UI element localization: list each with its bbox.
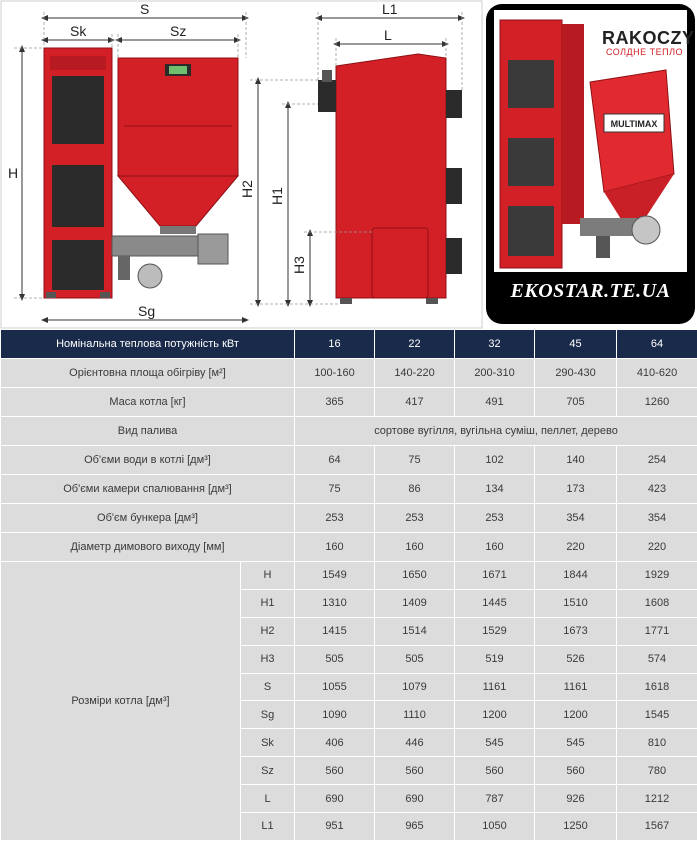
product-photo: [494, 10, 695, 272]
dim-label-s: S: [140, 1, 150, 17]
cell: 1844: [535, 562, 617, 590]
cell: 1549: [295, 562, 375, 590]
specifications-table: [0, 329, 697, 841]
dimension-key: Sz: [241, 757, 295, 785]
cell: 160: [455, 533, 535, 562]
table-row: [1, 388, 697, 417]
header-power: 32: [455, 330, 535, 359]
product-label: MULTIMAX: [610, 119, 658, 129]
cell: 1200: [455, 701, 535, 729]
cell: 1608: [617, 589, 697, 617]
cell: 220: [535, 533, 617, 562]
cell: 1212: [617, 785, 697, 813]
cell: 160: [295, 533, 375, 562]
dimension-key: L1: [241, 813, 295, 841]
cell: 560: [535, 757, 617, 785]
cell: 140-220: [375, 359, 455, 388]
cell: 160: [375, 533, 455, 562]
cell: 1929: [617, 562, 697, 590]
cell: 951: [295, 813, 375, 841]
cell: 86: [375, 475, 455, 504]
side-view: [318, 54, 462, 304]
cell: 926: [535, 785, 617, 813]
cell: 1415: [295, 617, 375, 645]
dim-label-h1: H1: [269, 187, 285, 205]
table-row: [1, 533, 697, 562]
dimension-key: H2: [241, 617, 295, 645]
dim-label-h2: H2: [239, 180, 255, 198]
cell: 1618: [617, 673, 697, 701]
cell: 1671: [455, 562, 535, 590]
table-row: [1, 446, 697, 475]
table-row: [1, 417, 697, 446]
cell: 253: [455, 504, 535, 533]
cell: 173: [535, 475, 617, 504]
dim-label-l1: L1: [382, 1, 398, 17]
cell: 446: [375, 729, 455, 757]
cell: 1250: [535, 813, 617, 841]
cell: 1200: [535, 701, 617, 729]
cell: 200-310: [455, 359, 535, 388]
cell: 965: [375, 813, 455, 841]
product-promo-card: [486, 4, 695, 324]
cell: 505: [295, 645, 375, 673]
cell: 526: [535, 645, 617, 673]
cell: 1090: [295, 701, 375, 729]
row-label: Об'єми камери спалювання [дм³]: [1, 475, 295, 504]
table-row: [1, 359, 697, 388]
cell: 253: [375, 504, 455, 533]
cell: 1445: [455, 589, 535, 617]
cell: 560: [295, 757, 375, 785]
cell: 365: [295, 388, 375, 417]
cell: 1510: [535, 589, 617, 617]
dim-label-sk: Sk: [70, 23, 87, 39]
cell: 406: [295, 729, 375, 757]
cell: 253: [295, 504, 375, 533]
header-power: 16: [295, 330, 375, 359]
cell: 505: [375, 645, 455, 673]
cell: 787: [455, 785, 535, 813]
dimensions-label: Розміри котла [дм³]: [1, 562, 241, 841]
cell: 354: [617, 504, 697, 533]
brand-logo: [602, 28, 695, 57]
cell: 545: [455, 729, 535, 757]
cell: 423: [617, 475, 697, 504]
cell: 1514: [375, 617, 455, 645]
row-label: Вид палива: [1, 417, 295, 446]
cell: 545: [535, 729, 617, 757]
cell: 1673: [535, 617, 617, 645]
cell: 1529: [455, 617, 535, 645]
cell: 780: [617, 757, 697, 785]
cell: 705: [535, 388, 617, 417]
row-label: Об'єми води в котлі [дм³]: [1, 446, 295, 475]
cell: 64: [295, 446, 375, 475]
dimension-key: Sk: [241, 729, 295, 757]
table-header-row: [1, 330, 697, 359]
cell: 75: [295, 475, 375, 504]
dimension-key: H: [241, 562, 295, 590]
table-row: [1, 475, 697, 504]
website-url: EKOSTAR.TE.UA: [510, 280, 671, 302]
dimension-key: S: [241, 673, 295, 701]
table-row: [1, 504, 697, 533]
cell: 100-160: [295, 359, 375, 388]
cell: 354: [535, 504, 617, 533]
cell: 75: [375, 446, 455, 475]
row-label: Об'єм бункера [дм³]: [1, 504, 295, 533]
cell: 1050: [455, 813, 535, 841]
cell: 134: [455, 475, 535, 504]
cell: 220: [617, 533, 697, 562]
brand-name: RAKOCZY: [602, 28, 695, 48]
cell: 140: [535, 446, 617, 475]
header-power: 64: [617, 330, 697, 359]
boiler-dimension-diagram: [0, 0, 483, 330]
cell: 1260: [617, 388, 697, 417]
cell: 1567: [617, 813, 697, 841]
cell: 560: [375, 757, 455, 785]
dimension-key: Sg: [241, 701, 295, 729]
dimension-key: H1: [241, 589, 295, 617]
cell: 102: [455, 446, 535, 475]
merged-cell: сортове вугілля, вугільна суміш, пеллет, дерево: [295, 417, 697, 446]
cell: 1161: [455, 673, 535, 701]
cell: 1310: [295, 589, 375, 617]
cell: 1161: [535, 673, 617, 701]
cell: 1545: [617, 701, 697, 729]
dimension-row: [1, 562, 697, 590]
header-label: Номінальна теплова потужність кВт: [1, 330, 295, 359]
cell: 560: [455, 757, 535, 785]
cell: 1079: [375, 673, 455, 701]
cell: 254: [617, 446, 697, 475]
cell: 519: [455, 645, 535, 673]
brand-tagline: СОЛДНЕ ТЕПЛО: [605, 47, 684, 57]
dim-label-l: L: [384, 27, 392, 43]
cell: 810: [617, 729, 697, 757]
cell: 1409: [375, 589, 455, 617]
row-label: Діаметр димового виходу [мм]: [1, 533, 295, 562]
cell: 1771: [617, 617, 697, 645]
row-label: Маса котла [кг]: [1, 388, 295, 417]
header-power: 22: [375, 330, 455, 359]
dimension-key: L: [241, 785, 295, 813]
cell: 1110: [375, 701, 455, 729]
dim-label-h: H: [8, 165, 19, 181]
dim-label-sg: Sg: [138, 303, 156, 319]
cell: 491: [455, 388, 535, 417]
header-power: 45: [535, 330, 617, 359]
row-label: Орієнтовна площа обігріву [м²]: [1, 359, 295, 388]
dimension-key: H3: [241, 645, 295, 673]
cell: 1650: [375, 562, 455, 590]
cell: 417: [375, 388, 455, 417]
dim-label-sz: Sz: [170, 23, 187, 39]
dim-label-h3: H3: [291, 256, 307, 274]
cell: 690: [295, 785, 375, 813]
cell: 290-430: [535, 359, 617, 388]
cell: 410-620: [617, 359, 697, 388]
cell: 690: [375, 785, 455, 813]
cell: 1055: [295, 673, 375, 701]
cell: 574: [617, 645, 697, 673]
